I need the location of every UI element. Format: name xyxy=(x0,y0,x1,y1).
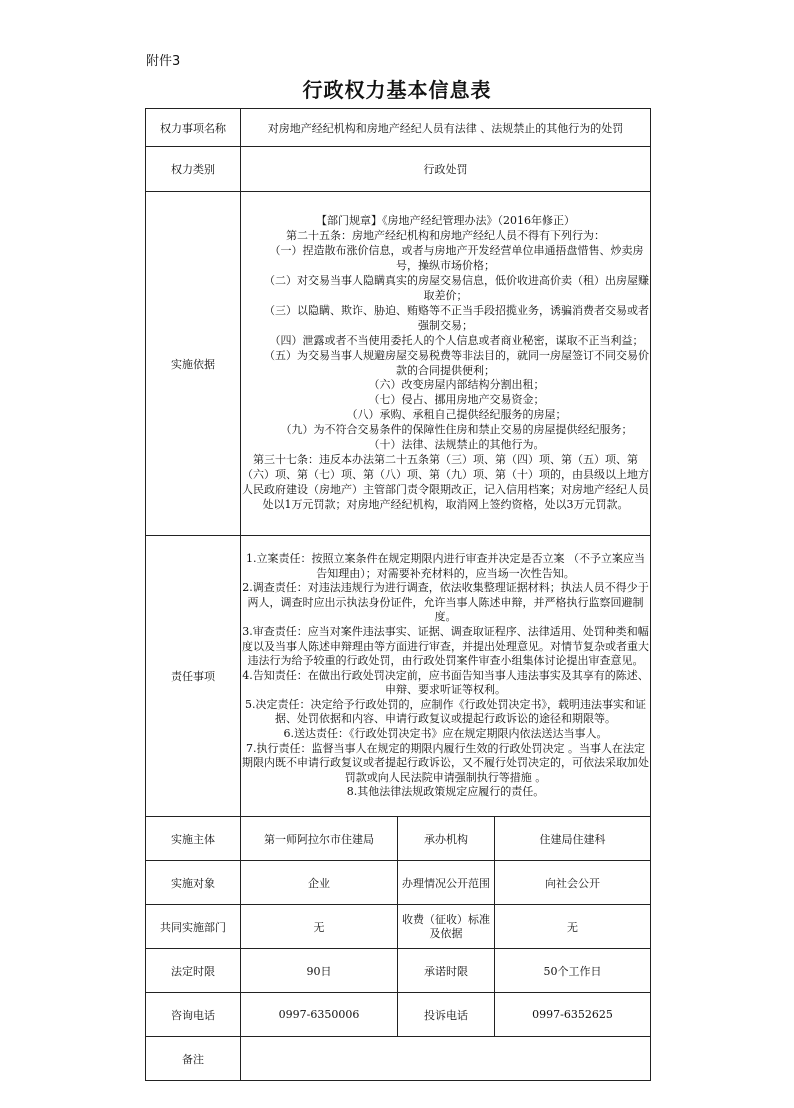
responsibility-line: 3.审查责任：应当对案件违法事实、证据、调查取证程序、法律适用、处罚种类和幅度以及当事人陈述申辩理由等方面进行审查，并提出处理意见。对情节复杂或者重大违法行为给予较重的行政处罚，由行政处罚案件审查小组集体讨论提出审查意见。 xyxy=(242,624,649,668)
category-label: 权力类别 xyxy=(146,147,241,192)
responsibility-line: 5.决定责任：决定给予行政处罚的，应制作《行政处罚决定书》，载明违法事实和证据、处罚依据和内容、申请行政复议或提起行政诉讼的途径和期限等。 xyxy=(245,697,646,726)
basis-line: 【部门规章】《房地产经纪管理办法》（2016年修正） xyxy=(316,214,575,228)
org-value: 住建局住建科 xyxy=(495,817,651,861)
fee-label: 收费（征收）标准及依据 xyxy=(398,905,495,949)
org-label: 承办机构 xyxy=(398,817,495,861)
basis-line: 第三十七条：违反本办法第二十五条第（三）项、第（四）项、第（五）项、第（六）项、第（七）项、第（八）项、第（九）项、第（十）项的，由县级以上地方人民政府建设（房地产）主管部门责令限期改正，记入信用档案；对房地产经纪人员处以1万元罚款；对房地产经纪机构，取消网上签约资格，处以3万元罚款。 xyxy=(242,452,649,511)
legal-limit-label: 法定时限 xyxy=(146,949,241,993)
promise-limit-value: 50个工作日 xyxy=(495,949,651,993)
row-joint xyxy=(146,905,651,949)
consult-value: 0997-6350006 xyxy=(241,993,398,1037)
row-target xyxy=(146,861,651,905)
row-time-limit xyxy=(146,949,651,993)
basis-content xyxy=(241,192,651,536)
remark-value xyxy=(241,1037,651,1081)
subject-value: 第一师阿拉尔市住建局 xyxy=(241,817,398,861)
row-subject xyxy=(146,817,651,861)
joint-label: 共同实施部门 xyxy=(146,905,241,949)
row-power-name xyxy=(146,109,651,147)
basis-line: （三）以隐瞒、欺诈、胁迫、贿赂等不正当手段招揽业务，诱骗消费者交易或者强制交易； xyxy=(264,303,649,332)
attachment-label: 附件3 xyxy=(146,54,181,69)
basis-label: 实施依据 xyxy=(146,192,241,536)
row-basis xyxy=(146,192,651,536)
target-label: 实施对象 xyxy=(146,861,241,905)
consult-label: 咨询电话 xyxy=(146,993,241,1037)
joint-value: 无 xyxy=(241,905,398,949)
responsibility-line: 8.其他法律法规政策规定应履行的责任。 xyxy=(346,785,545,799)
basis-line: （八）承购、承租自己提供经纪服务的房屋； xyxy=(346,408,567,422)
basis-line: （二）对交易当事人隐瞒真实的房屋交易信息，低价收进高价卖（租）出房屋赚取差价； xyxy=(264,274,649,302)
responsibility-label: 责任事项 xyxy=(146,536,241,817)
row-phone xyxy=(146,993,651,1037)
basis-line: （七）侵占、挪用房地产交易资金； xyxy=(368,393,545,407)
row-category xyxy=(146,147,651,192)
legal-limit-value: 90日 xyxy=(241,949,398,993)
basis-line: （五）为交易当事人规避房屋交易税费等非法目的，就同一房屋签订不同交易价款的合同提供便利； xyxy=(264,348,649,377)
disclosure-label: 办理情况公开范围 xyxy=(398,861,495,905)
row-responsibility xyxy=(146,536,651,817)
basis-line: 第二十五条：房地产经纪机构和房地产经纪人员不得有下列行为： xyxy=(286,229,605,243)
page-title: 行政权力基本信息表 xyxy=(302,78,492,102)
responsibility-content xyxy=(241,536,651,817)
basis-line: （四）泄露或者不当使用委托人的个人信息或者商业秘密，谋取不正当利益； xyxy=(269,333,644,347)
responsibility-line: 7.执行责任：监督当事人在规定的期限内履行生效的行政处罚决定 。当事人在法定期限内既不申请行政复议或者提起行政诉讼，又不履行处罚决定的，可依法采取加处罚款或向人民法院申请强制执行等措施 。 xyxy=(242,741,649,784)
responsibility-line: 6.送达责任：《行政处罚决定书》应在规定期限内依法送达当事人。 xyxy=(283,727,608,741)
responsibility-line: 4.告知责任：在做出行政处罚决定前，应书面告知当事人违法事实及其享有的陈述、申辩、要求听证等权利。 xyxy=(242,668,649,697)
fee-value: 无 xyxy=(495,905,651,949)
power-info-table xyxy=(145,108,651,1081)
promise-limit-label: 承诺时限 xyxy=(398,949,495,993)
power-name-value: 对房地产经纪机构和房地产经纪人员有法律 、法规禁止的其他行为的处罚 xyxy=(241,109,651,147)
row-remark xyxy=(146,1037,651,1081)
basis-line: （十）法律、法规禁止的其他行为。 xyxy=(368,438,545,452)
complaint-label: 投诉电话 xyxy=(398,993,495,1037)
basis-line: （一）捏造散布涨价信息，或者与房地产开发经营单位串通捂盘惜售、炒卖房号，操纵市场价格； xyxy=(269,244,644,273)
category-value: 行政处罚 xyxy=(241,147,651,192)
basis-line: （六）改变房屋内部结构分割出租； xyxy=(368,378,545,392)
disclosure-value: 向社会公开 xyxy=(495,861,651,905)
responsibility-line: 1.立案责任：按照立案条件在规定期限内进行审查并决定是否立案 （不予立案应当告知理由）；对需要补充材料的，应当场一次性告知。 xyxy=(246,551,645,580)
target-value: 企业 xyxy=(241,861,398,905)
basis-line: （九）为不符合交易条件的保障性住房和禁止交易的房屋提供经纪服务； xyxy=(280,423,633,437)
complaint-value: 0997-6352625 xyxy=(495,993,651,1037)
power-name-label: 权力事项名称 xyxy=(146,109,241,147)
subject-label: 实施主体 xyxy=(146,817,241,861)
remark-label: 备注 xyxy=(146,1037,241,1081)
responsibility-line: 2.调查责任：对违法违规行为进行调查，依法收集整理证据材料；执法人员不得少于两人，调查时应出示执法身份证件，允许当事人陈述申辩，并严格执行监察回避制度。 xyxy=(242,581,649,624)
